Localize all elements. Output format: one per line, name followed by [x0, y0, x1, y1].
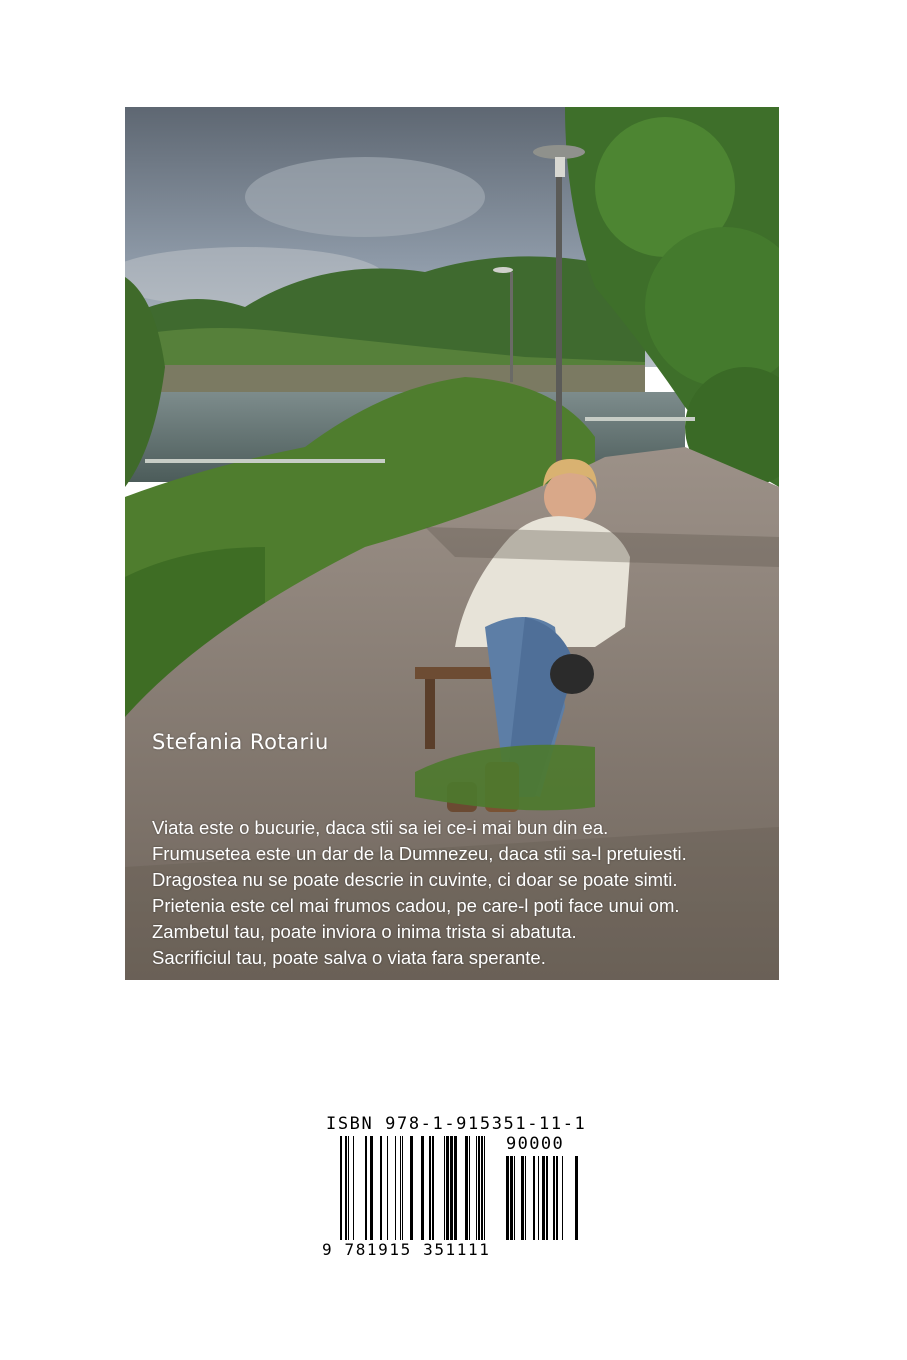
barcode-bar [481, 1136, 483, 1240]
barcode-bar [444, 1136, 445, 1240]
barcode-bar [353, 1136, 354, 1240]
barcode-bar [402, 1136, 403, 1240]
barcode-bar [454, 1136, 457, 1240]
barcode-bar [556, 1156, 558, 1240]
barcode-bar [542, 1156, 545, 1240]
barcode-bar [387, 1136, 388, 1240]
quote-line: Zambetul tau, poate inviora o inima trista si abatuta. [152, 921, 577, 942]
barcode-bar [450, 1136, 453, 1240]
barcode-bar [410, 1136, 413, 1240]
author-name: Stefania Rotariu [152, 730, 329, 754]
barcode-bar [478, 1136, 480, 1240]
barcode-bar [476, 1136, 477, 1240]
quote-line: Sacrificiul tau, poate salva o viata fara sperante. [152, 947, 546, 968]
barcode-bar [553, 1156, 555, 1240]
quote-line: Viata este o bucurie, daca stii sa iei ce-i mai bun din ea. [152, 817, 609, 838]
barcode-digits: 9 781915 351111 [322, 1240, 491, 1259]
isbn-barcode [322, 1112, 587, 1262]
isbn-label: ISBN 978-1-915351-11-1 [326, 1114, 587, 1134]
quote-line: Frumusetea este un dar de la Dumnezeu, daca stii sa-l pretuiesti. [152, 843, 687, 864]
barcode-bar [432, 1136, 434, 1240]
quote-line: Prietenia este cel mai frumos cadou, pe care-l poti face unui om. [152, 895, 680, 916]
barcode-bar [348, 1136, 349, 1240]
barcode-bar [400, 1136, 401, 1240]
barcode-bar [510, 1156, 513, 1240]
barcode-bars [322, 1136, 584, 1246]
price-code: 90000 [506, 1134, 565, 1154]
barcode-bar [562, 1156, 563, 1240]
barcode-bar [469, 1136, 470, 1240]
barcode-bar [395, 1136, 396, 1240]
barcode-bar [514, 1156, 515, 1240]
barcode-bar [525, 1156, 526, 1240]
barcode-bar [484, 1136, 485, 1240]
barcode-bar [521, 1156, 524, 1240]
barcode-bar [370, 1136, 373, 1240]
barcode-bar [380, 1136, 382, 1240]
barcode-bar [429, 1136, 431, 1240]
barcode-bar [421, 1136, 424, 1240]
lamp-post [556, 167, 562, 467]
barcode-bar [345, 1136, 347, 1240]
barcode-bar [546, 1156, 548, 1240]
barcode-bar [538, 1156, 539, 1240]
barcode-bar [575, 1156, 578, 1240]
quote-block [152, 815, 772, 971]
barcode-bar [506, 1156, 509, 1240]
barcode-bar [340, 1136, 342, 1240]
barcode-bar [465, 1136, 468, 1240]
barcode-bar [365, 1136, 367, 1240]
barcode-bar [533, 1156, 535, 1240]
barcode-bar [446, 1136, 449, 1240]
quote-line: Dragostea nu se poate descrie in cuvinte, ci doar se poate simti. [152, 869, 678, 890]
